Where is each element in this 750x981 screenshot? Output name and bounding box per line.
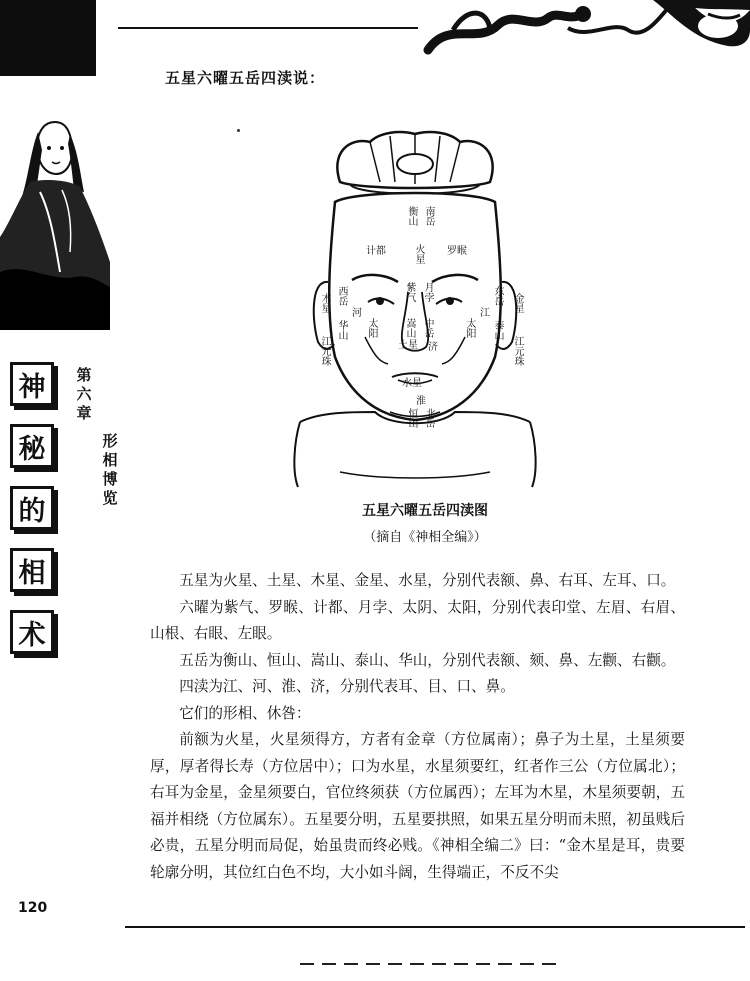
label-xiyue: 西岳	[336, 286, 347, 306]
body-text	[150, 568, 685, 886]
label-dongyue: 东岳	[492, 286, 503, 306]
page-number: 120	[18, 900, 48, 916]
dot-mark	[237, 129, 240, 132]
book-title-char: 相	[10, 548, 54, 592]
label-luohou: 罗睺	[447, 246, 467, 257]
paragraph: 它们的形相、休咎：	[179, 704, 311, 722]
figure-caption: 五星六曜五岳四渎图	[362, 503, 488, 519]
header-black-block	[0, 0, 96, 76]
label-taiyang-left: 太阳	[366, 318, 377, 338]
figure-source: （摘自《神相全编》）	[363, 530, 487, 545]
book-title-char: 秘	[10, 424, 54, 468]
label-beiyue: 北岳	[423, 408, 434, 428]
book-title-vertical	[10, 362, 60, 672]
paragraph: 四渎为江、河、淮、济，分别代表耳、目、口、鼻。	[179, 678, 515, 695]
label-songshan: 嵩山	[404, 318, 415, 338]
label-jiangyuanzhu-right: 江元珠	[512, 336, 523, 366]
label-nanyue: 南岳	[423, 206, 434, 226]
label-taiyang-right: 太阳	[464, 318, 475, 338]
label-huashan: 华山	[336, 320, 347, 340]
book-title-char: 术	[10, 610, 54, 654]
section-heading: 五星六曜五岳四渎说：	[165, 69, 326, 87]
label-ji: 济	[428, 342, 438, 353]
label-huai: 淮	[416, 396, 426, 407]
label-yuebei: 月孛	[422, 282, 433, 302]
label-jidu: 计都	[366, 246, 386, 257]
paragraph: 五星为火星、土星、木星、金星、水星，分别代表额、鼻、右耳、左耳、口。	[179, 572, 676, 589]
label-jiangyuanzhu-left: 江元珠	[319, 336, 330, 366]
label-taishan: 泰山	[492, 320, 503, 340]
footer-rule	[125, 926, 745, 928]
paragraph: 五岳为衡山、恒山、嵩山、泰山、华山，分别代表额、颏、鼻、左颧、右颧。	[179, 651, 676, 669]
label-tuxing: 土星	[398, 340, 418, 351]
woman-illustration	[0, 112, 110, 330]
chapter-number: 第六章	[76, 366, 92, 422]
dragon-illustration	[418, 0, 750, 56]
label-jiang-right: 江	[480, 308, 490, 319]
label-he: 河	[352, 308, 362, 319]
paragraph: 前额为火星，火星须得方，方者有金章（方位属南）；鼻子为土星，土星须要厚，厚者得长寿（方位居中）；口为水星，水星须要红，红者作三公（方位属北）；右耳为金星，金星须要白，官位终须获（方位属西）；左耳为木星，木星须要朝，五福并相绕（方位属东）。五星要分明，五星要拱照，如果五星分明而未照，初虽贱后必贵，五星分明而局促，始虽贵而终必贱。《神相全编二》曰：“金木星是耳，贵要轮廓分明，其位红白色不均，大小如斗阔，生得端正，不反不尖	[150, 731, 685, 881]
label-huoxing: 火星	[413, 244, 424, 264]
book-title-char: 神	[10, 362, 54, 406]
label-zhongyue: 中岳	[422, 318, 433, 338]
footer-dashes	[300, 963, 560, 965]
label-hengshan: 衡山	[406, 206, 417, 226]
label-jinxing: 金星	[512, 293, 523, 313]
book-title-char: 的	[10, 486, 54, 530]
label-ziqi: 紫气	[404, 282, 415, 302]
paragraph: 六曜为紫气、罗睺、计都、月孛、太阴、太阳，分别代表印堂、左眉、右眉、山根、右眼、左眼。	[150, 598, 685, 642]
label-muxing: 木星	[319, 293, 330, 313]
chapter-title: 形相博览	[102, 432, 118, 507]
header-rule	[118, 27, 418, 29]
label-hengshan-north: 恒山	[406, 408, 417, 428]
label-shuixing: 水星	[402, 378, 422, 389]
